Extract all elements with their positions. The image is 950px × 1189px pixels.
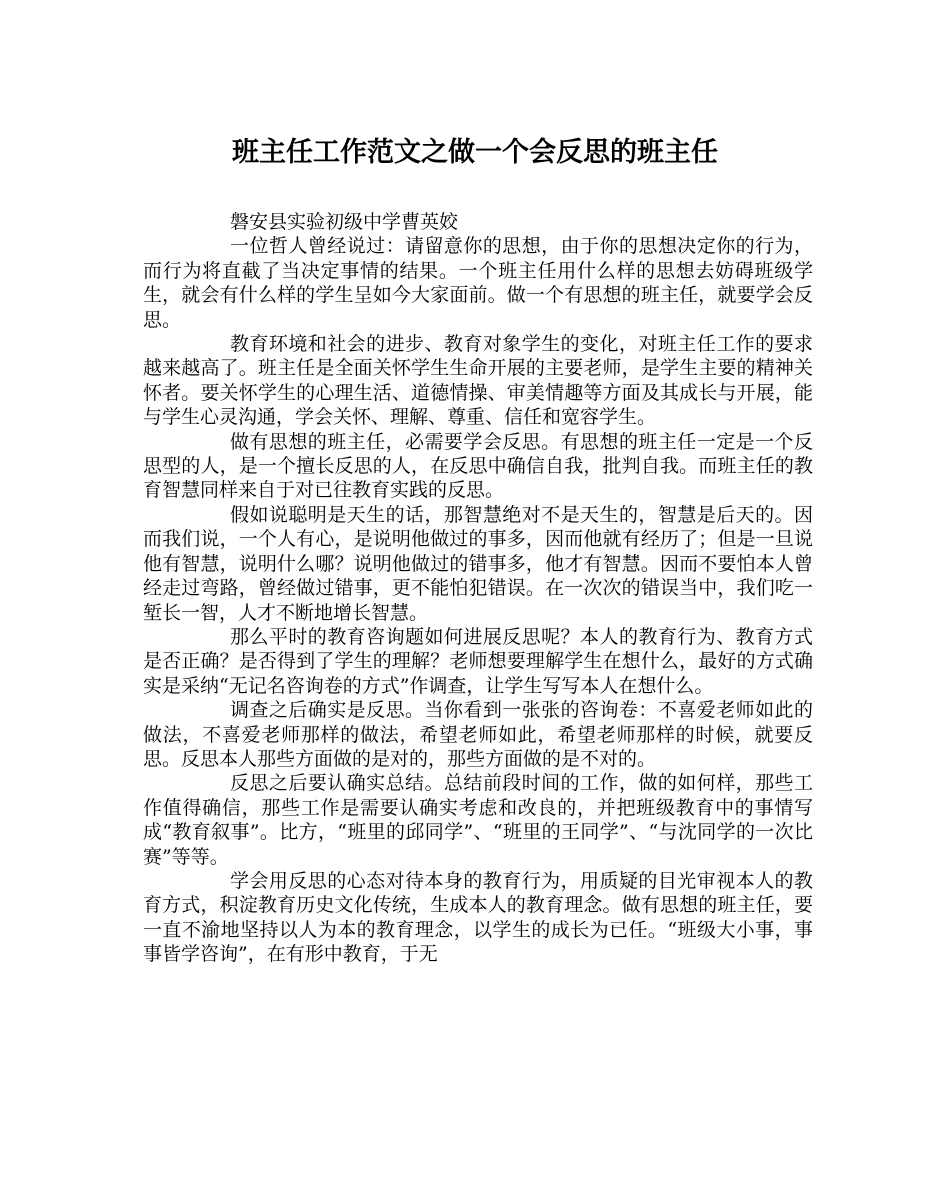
- paragraph: 反思之后要认确实总结。总结前段时间的工作，做的如何样，那些工作值得确信，那些工作是需要认确实考虑和改良的，并把班级教育中的事情写成“教育叙事”。比方，“班里的邱同学”、“班里的王同学”、“与沈同学的一次比赛”等等。: [143, 772, 813, 868]
- document-title: 班主任工作范文之做一个会反思的班主任: [232, 137, 718, 168]
- paragraph: 调查之后确实是反思。当你看到一张张的咨询卷：不喜爱老师如此的做法，不喜爱老师那样的做法，希望老师如此，希望老师那样的时候，就要反思。反思本人那些方面做的是对的，那些方面做的是不对的。: [143, 699, 813, 770]
- author-line: 磐安县实验初级中学曹英姣: [230, 211, 459, 233]
- paragraph: 做有思想的班主任，必需要学会反思。有思想的班主任一定是一个反思型的人，是一个擅长反思的人，在反思中确信自我，批判自我。而班主任的教育智慧同样来自于对已往教育实践的反思。: [143, 430, 813, 502]
- paragraph: 学会用反思的心态对待本身的教育行为，用质疑的目光审视本人的教育方式，积淀教育历史文化传统，生成本人的教育理念。做有思想的班主任，要一直不渝地坚持以人为本的教育理念，以学生的成长为已任。“班级大小事，事事皆学咨询”，在有形中教育，于无: [143, 869, 813, 966]
- paragraph: 教育环境和社会的进步、教育对象学生的变化，对班主任工作的要求越来越高了。班主任是全面关怀学生生命开展的主要老师，是学生主要的精神关怀者。要关怀学生的心理生活、道德情操、审美情趣等方面及其成长与开展，能与学生心灵沟通，学会关怀、理解、尊重、信任和宽容学生。: [143, 333, 813, 429]
- document-body: [143, 210, 813, 967]
- paragraph: 那么平时的教育咨询题如何进展反思呢？本人的教育行为、教育方式是否正确？是否得到了学生的理解？老师想要理解学生在想什么，最好的方式确实是采纳“无记名咨询卷的方式”作调查，让学生写写本人在想什么。: [143, 625, 813, 697]
- paragraph: 一位哲人曾经说过：请留意你的思想，由于你的思想决定你的行为，而行为将直截了当决定事情的结果。一个班主任用什么样的思想去妨碍班级学生，就会有什么样的学生呈如今大家面前。做一个有思想的班主任，就要学会反思。: [143, 235, 813, 331]
- paragraph: 假如说聪明是天生的话，那智慧绝对不是天生的，智慧是后天的。因而我们说，一个人有心，是说明他做过的事多，因而他就有经历了；但是一旦说他有智慧，说明什么哪？说明他做过的错事多，他才有智慧。因而不要怕本人曾经走过弯路，曾经做过错事，更不能怕犯错误。在一次次的错误当中，我们吃一堑长一智，人才不断地增长智慧。: [143, 503, 813, 624]
